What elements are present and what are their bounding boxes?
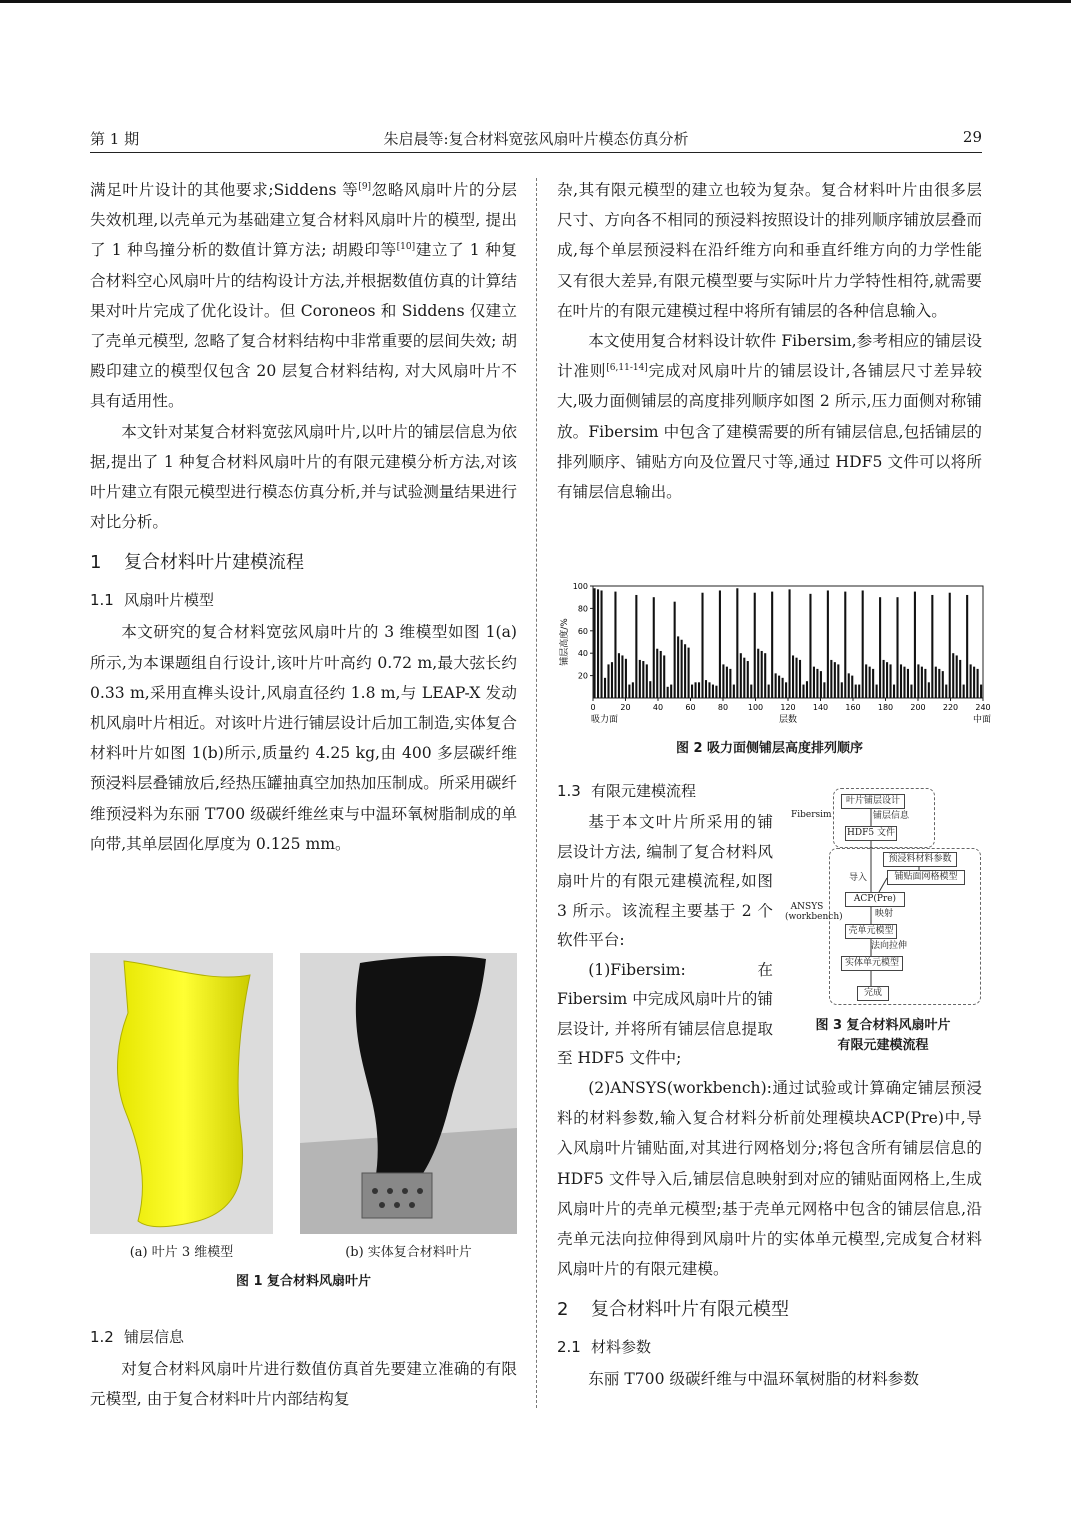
bar (674, 602, 676, 698)
subsection-heading: 1.1 风扇叶片模型 (90, 591, 215, 610)
bar (928, 682, 930, 698)
bar (743, 658, 745, 698)
subsection-heading: 1.2 铺层信息 (90, 1328, 185, 1346)
bar (614, 592, 616, 698)
x-tick-label: 240 (975, 703, 991, 712)
right-column (557, 175, 982, 507)
bar (841, 682, 843, 698)
bar (750, 685, 752, 698)
x-right-label: 中面 (972, 715, 991, 725)
ansys-label: ANSYS (workbench) (785, 902, 843, 922)
layup-info-label: 铺层信息 (872, 811, 909, 821)
fibersim-label: Fibersim (791, 810, 832, 820)
bar (688, 648, 690, 698)
paragraph: (1)Fibersim:在 Fibersim 中完成风扇叶片的铺层设计, 并将所有铺层信息提取至 HDF5 文件中; (557, 960, 773, 1067)
y-axis-label: 铺层高度/% (560, 618, 570, 666)
bar (872, 669, 874, 698)
x-left-label: 吸力面 (591, 715, 619, 725)
bar (667, 687, 669, 698)
bar (795, 658, 797, 698)
bar (935, 667, 937, 698)
hdf5-box: HDF5 文件 (845, 826, 897, 841)
bar (712, 685, 714, 698)
bar (768, 685, 770, 698)
bar (715, 686, 717, 698)
figure-1-caption: 图 1 复合材料风扇叶片 (235, 1274, 372, 1289)
bar (869, 667, 871, 698)
bar (754, 593, 756, 698)
bar (963, 685, 965, 698)
bar (639, 660, 641, 698)
bar (604, 678, 606, 698)
section-1-3-text (557, 772, 773, 1074)
bar (834, 662, 836, 698)
subsection-heading: 1.3 有限元建模流程 (557, 782, 697, 800)
paragraph: 本文针对某复合材料宽弦风扇叶片,以叶片的铺层信息为依据,提出了 1 种复合材料风扇叶片的有限元建模分析方法,对该叶片建立有限元模型进行模态仿真分析,并与试验测量结果进行对比分析。 (90, 422, 517, 532)
bar (635, 595, 637, 698)
solid-model-box: 实体单元模型 (841, 956, 903, 971)
bar (830, 660, 832, 698)
subsection-heading: 2.1 材料参数 (557, 1338, 652, 1357)
bar (883, 660, 885, 698)
bar (816, 669, 818, 698)
bar (893, 685, 895, 698)
bar (966, 595, 968, 698)
bar (910, 685, 912, 698)
figure-3-flowchart (783, 786, 983, 1011)
done-box: 完成 (857, 986, 889, 1001)
bar (980, 685, 982, 698)
bar (705, 680, 707, 698)
bar (632, 682, 634, 698)
bar (973, 667, 975, 698)
ply-height-bar-chart (557, 578, 991, 748)
bar (900, 664, 902, 698)
bar (775, 673, 777, 698)
y-tick-label: 40 (577, 649, 588, 659)
bar (802, 685, 804, 698)
x-tick-label: 40 (652, 703, 664, 712)
paragraph: (2)ANSYS(workbench):通过试验或计算确定铺层预浸料的材料参数,输入复合材料分析前处理模块ACP(Pre)中,导入风扇叶片铺贴面,对其进行网格划分;将包含所有铺层信息的 HDF5 文件导入后,铺层信息映射到对应的铺贴面网格上,生成风扇叶片的壳单元模型;基于壳单元网格中包含的铺层信息,沿壳单元法向拉伸得到风扇叶片的实体单元模型,完成复合材料风扇叶片的有限元建模。 (557, 1079, 982, 1279)
bar (597, 589, 599, 698)
x-tick-label: 60 (685, 703, 696, 712)
bar (959, 660, 961, 698)
bar (628, 685, 630, 698)
acp-pre-box: ACP(Pre) (845, 892, 905, 907)
bar (663, 655, 665, 698)
import-label: 导入 (848, 873, 867, 883)
bar (879, 597, 881, 698)
paragraph: 本文使用复合材料设计软件 Fibersim,参考相应的铺层设计准则[6,11-14]完成对风扇叶片的铺层设计,各铺层尺寸差异较大,吸力面侧铺层的高度排列顺序如图 2 所示,压力面侧对称铺放。Fibersim 中包含了建模需要的所有铺层信息,包括铺层的排列顺序、铺贴方向及位置尺寸等,通过 HDF5 文件可以将所有铺层信息输出。 (557, 332, 982, 502)
bar (761, 651, 763, 698)
bar (952, 653, 954, 698)
bar (907, 669, 909, 698)
bar (611, 662, 613, 698)
bar (649, 681, 651, 698)
paragraph: 满足叶片设计的其他要求;Siddens 等[9]忽略风扇叶片的分层失效机理,以壳单元为基础建立复合材料风扇叶片的模型, 提出了 1 种鸟撞分析的数值计算方法; 胡殿印等[10]建立了 1 种复合材料空心风扇叶片的结构设计方法,并根据数值仿真的计算结果对叶片完成了优化设计。但 Coroneos 和 Siddens 仅建立了壳单元模型, 忽略了复合材料结构中非常重要的层间失效; 胡殿印建立的模型仅包含 20 层复合材料结构, 对大风扇叶片不具有适用性。 (90, 181, 517, 411)
bar (886, 662, 888, 698)
bar (813, 667, 815, 698)
material-params-box: 预浸料材料参数 (883, 852, 957, 867)
bar (945, 685, 947, 698)
bar (642, 661, 644, 698)
bar (862, 590, 864, 698)
y-tick-label: 80 (577, 604, 588, 614)
x-axis-label: 层数 (778, 715, 798, 725)
x-tick-label: 0 (590, 703, 596, 712)
bar (785, 682, 787, 698)
bar (914, 592, 916, 698)
bar (896, 597, 898, 698)
bar (851, 676, 853, 698)
layup-design-box: 叶片铺层设计 (841, 794, 905, 809)
blade-physical-photo (300, 953, 517, 1234)
flowchart-arrows (783, 786, 983, 1011)
bar (931, 595, 933, 698)
running-header (90, 122, 982, 152)
bar (621, 655, 623, 698)
right-column-bottom (557, 1073, 982, 1395)
bar (789, 589, 791, 698)
bar (858, 685, 860, 698)
bar (618, 653, 620, 698)
bar (778, 676, 780, 698)
extrude-label: 法向拉伸 (870, 941, 907, 951)
bar (848, 673, 850, 698)
bar (656, 649, 658, 698)
bar (600, 590, 602, 698)
bar (827, 590, 829, 698)
x-tick-label: 120 (780, 703, 796, 712)
bar (949, 593, 951, 698)
bar (970, 664, 972, 698)
bar (820, 671, 822, 698)
bar (681, 640, 683, 698)
x-tick-label: 140 (812, 703, 829, 712)
running-title: 朱启晨等:复合材料宽弦风扇叶片模态仿真分析 (383, 130, 689, 148)
blade-3d-model-image (90, 953, 273, 1234)
figure-1a-caption: (a) 叶片 3 维模型 (129, 1245, 234, 1260)
figure-3-caption: 图 3 复合材料风扇叶片 有限元建模流程 (815, 1018, 951, 1053)
bar (698, 682, 700, 698)
bar (917, 664, 919, 698)
bar (747, 661, 749, 698)
bar (729, 669, 731, 698)
bar (956, 655, 958, 698)
bar (799, 660, 801, 698)
bar (625, 659, 627, 698)
y-tick-label: 20 (577, 671, 588, 681)
section-heading: 2 复合材料叶片有限元模型 (557, 1299, 789, 1321)
bar (660, 651, 662, 698)
bar (722, 664, 724, 698)
section-heading: 1 复合材料叶片建模流程 (90, 552, 304, 574)
bar (646, 664, 648, 698)
bar (607, 664, 609, 698)
bar (903, 667, 905, 698)
header-rule (90, 152, 982, 153)
bar (670, 685, 672, 698)
paragraph: 本文研究的复合材料宽弦风扇叶片的 3 维模型如图 1(a)所示,为本课题组自行设计,该叶片叶高约 0.72 m,最大弦长约 0.33 m,采用直榫头设计,风扇直径约 1.8 m,与 LEAP-X 发动机风扇叶片相近。对该叶片进行铺层设计后加工制造,实体复合材料叶片如图 1(b)所示,质量约 4.25 kg,由 400 多层碳纤维预浸料层叠铺放后,经热压罐抽真空加热加压制成。所采用碳纤维预浸料为东丽 T700 级碳纤维丝束与中温环氧树脂制成的单向带,其单层固化厚度为 0.125 mm。 (90, 623, 517, 853)
bar (771, 592, 773, 698)
shell-model-box: 壳单元模型 (845, 924, 897, 939)
bar (740, 653, 742, 698)
bar (865, 664, 867, 698)
page-number: 29 (962, 128, 982, 146)
bar (695, 682, 697, 698)
bar (890, 664, 892, 698)
left-column (90, 175, 517, 859)
paragraph: 基于本文叶片所采用的铺层设计方法, 编制了复合材料风扇叶片的有限元建模流程,如图 3 所示。该流程主要基于 2 个软件平台: (557, 813, 773, 949)
bar (726, 667, 728, 698)
map-label: 映射 (874, 909, 893, 919)
bar (977, 669, 979, 698)
figure-2-caption: 图 2 吸力面侧铺层高度排列顺序 (675, 741, 864, 756)
top-rule (0, 0, 1071, 3)
bar (701, 593, 703, 698)
issue-number: 第 1 期 (90, 130, 140, 148)
bar (855, 685, 857, 698)
x-tick-label: 180 (877, 703, 894, 712)
mesh-model-box: 铺贴面网格模型 (887, 870, 965, 885)
left-column-bottom (90, 1318, 517, 1414)
paragraph: 东丽 T700 级碳纤维与中温环氧树脂的材料参数 (588, 1370, 919, 1389)
figure-1b-caption: (b) 实体复合材料叶片 (345, 1245, 472, 1260)
bar (719, 590, 721, 698)
bar (806, 681, 808, 698)
bar (837, 664, 839, 698)
bar (736, 588, 738, 698)
bar (924, 669, 926, 698)
bar (757, 649, 759, 698)
bar (594, 588, 596, 698)
bar (823, 682, 825, 698)
figure-2-chart (557, 578, 991, 748)
paragraph: 对复合材料风扇叶片进行数值仿真首先要建立准确的有限元模型, 由于复合材料叶片内部结构复 (90, 1360, 517, 1409)
bar (653, 597, 655, 698)
y-tick-label: 60 (577, 626, 588, 636)
bar (921, 667, 923, 698)
y-tick-label: 100 (572, 582, 588, 591)
bar (684, 644, 686, 698)
bar (677, 636, 679, 698)
column-divider (536, 178, 537, 1408)
x-tick-label: 100 (747, 703, 764, 712)
bar (691, 685, 693, 698)
bar (782, 678, 784, 698)
x-tick-label: 20 (620, 703, 631, 712)
x-tick-label: 200 (910, 703, 926, 712)
bar (876, 685, 878, 698)
bar (938, 669, 940, 698)
bar (844, 592, 846, 698)
bar (792, 655, 794, 698)
bar (809, 594, 811, 698)
x-tick-label: 160 (845, 703, 861, 712)
bar (764, 653, 766, 698)
bar (942, 671, 944, 698)
bar (733, 685, 735, 698)
x-tick-label: 80 (717, 703, 729, 712)
paragraph: 杂,其有限元模型的建立也较为复杂。复合材料叶片由很多层尺寸、方向各不相同的预浸料按照设计的排列顺序铺放层叠而成,每个单层预浸料在沿纤维方向和垂直纤维方向的力学性能又有很大差异,有限元模型要与实际叶片力学特性相符,就需要在叶片的有限元建模过程中将所有铺层的各种信息输入。 (557, 181, 982, 320)
bar (708, 682, 710, 698)
x-tick-label: 220 (942, 703, 959, 712)
